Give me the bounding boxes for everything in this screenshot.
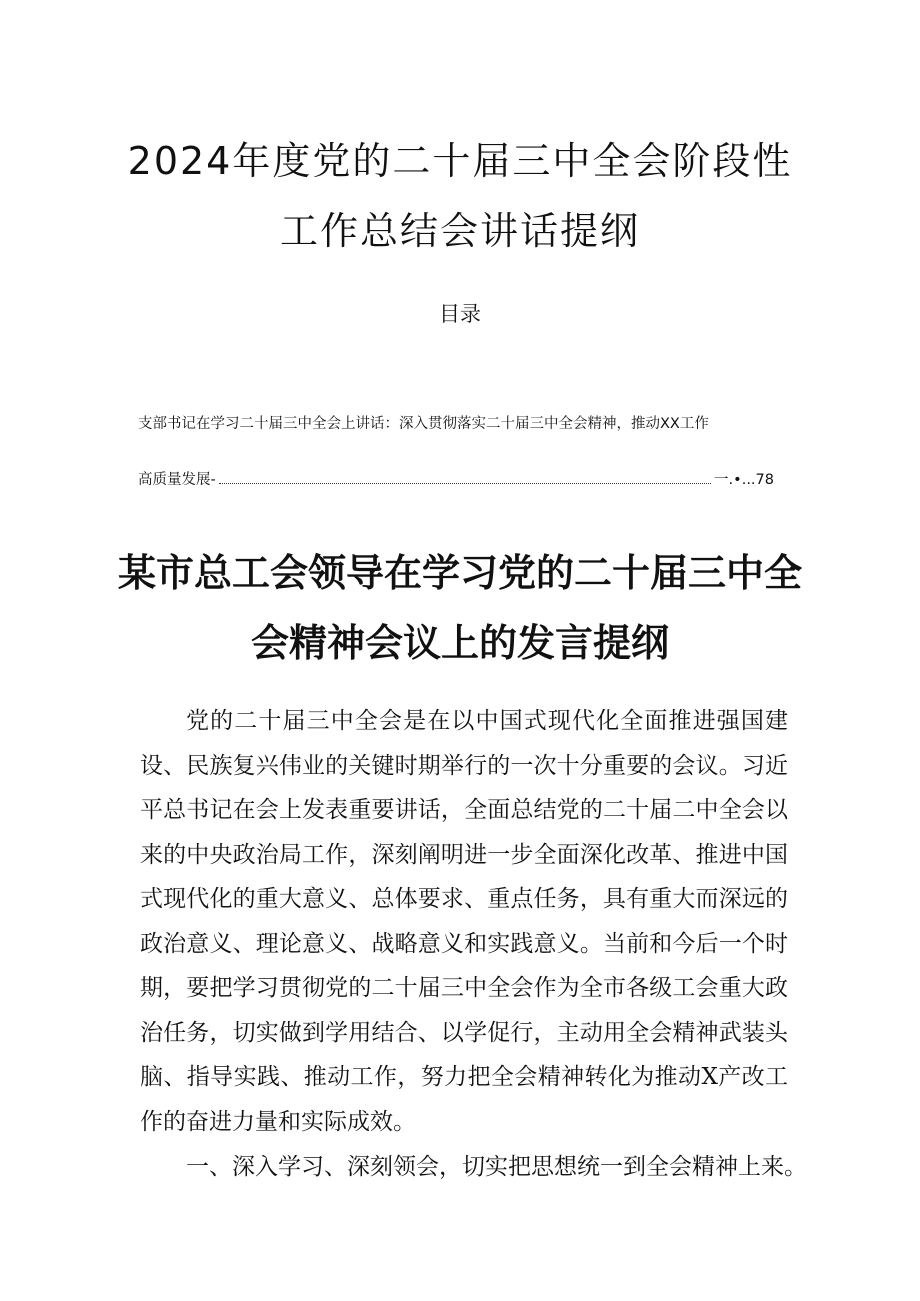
toc-heading: 目录 [439,302,481,326]
body-paragraph: 党的二十届三中全会是在以中国式现代化全面推进强国建设、民族复兴伟业的关键时期举行的一次十分重要的会议。习近平总书记在会上发表重要讲话，全面总结党的二十届二中全会以来的中央政治局工作，深刻阐明进一步全面深化改革、推进中国式现代化的重大意义、总体要求、重点任务，具有重大而深远的政治意义、理论意义、战略意义和实践意义。当前和今后一个时期，要把学习贯彻党的二十届三中全会作为全市各级工会重大政治任务，切实做到学用结合、以学促行，主动用全会精神武装头脑、指导实践、推动工作，努力把全会精神转化为推动X产改工作的奋进力量和实际成效。 [140,708,788,1135]
toc-page-number: 一.•...78 [714,472,774,488]
section-title-line-1: 某市总工会领导在学习党的二十届三中全 [117,551,802,595]
toc-entry-text-continued: 高质量发展- [138,472,216,488]
toc-entry-continuation[interactable] [138,468,774,489]
document-title-line-2: 工作总结会讲话提纲 [279,209,640,253]
section-title-line-2: 会精神会议上的发言提纲 [250,621,669,665]
toc-dot-leader [219,471,711,484]
toc-entry-text[interactable]: 支部书记在学习二十届三中全会上讲话：深入贯彻落实二十届三中全会精神，推动XX工作 [138,416,709,432]
document-title-line-1: 2024年度党的二十届三中全会阶段性 [127,139,793,183]
body-paragraph-heading: 一、深入学习、深刻领会，切实把思想统一到全会精神上来。 [186,1154,807,1180]
